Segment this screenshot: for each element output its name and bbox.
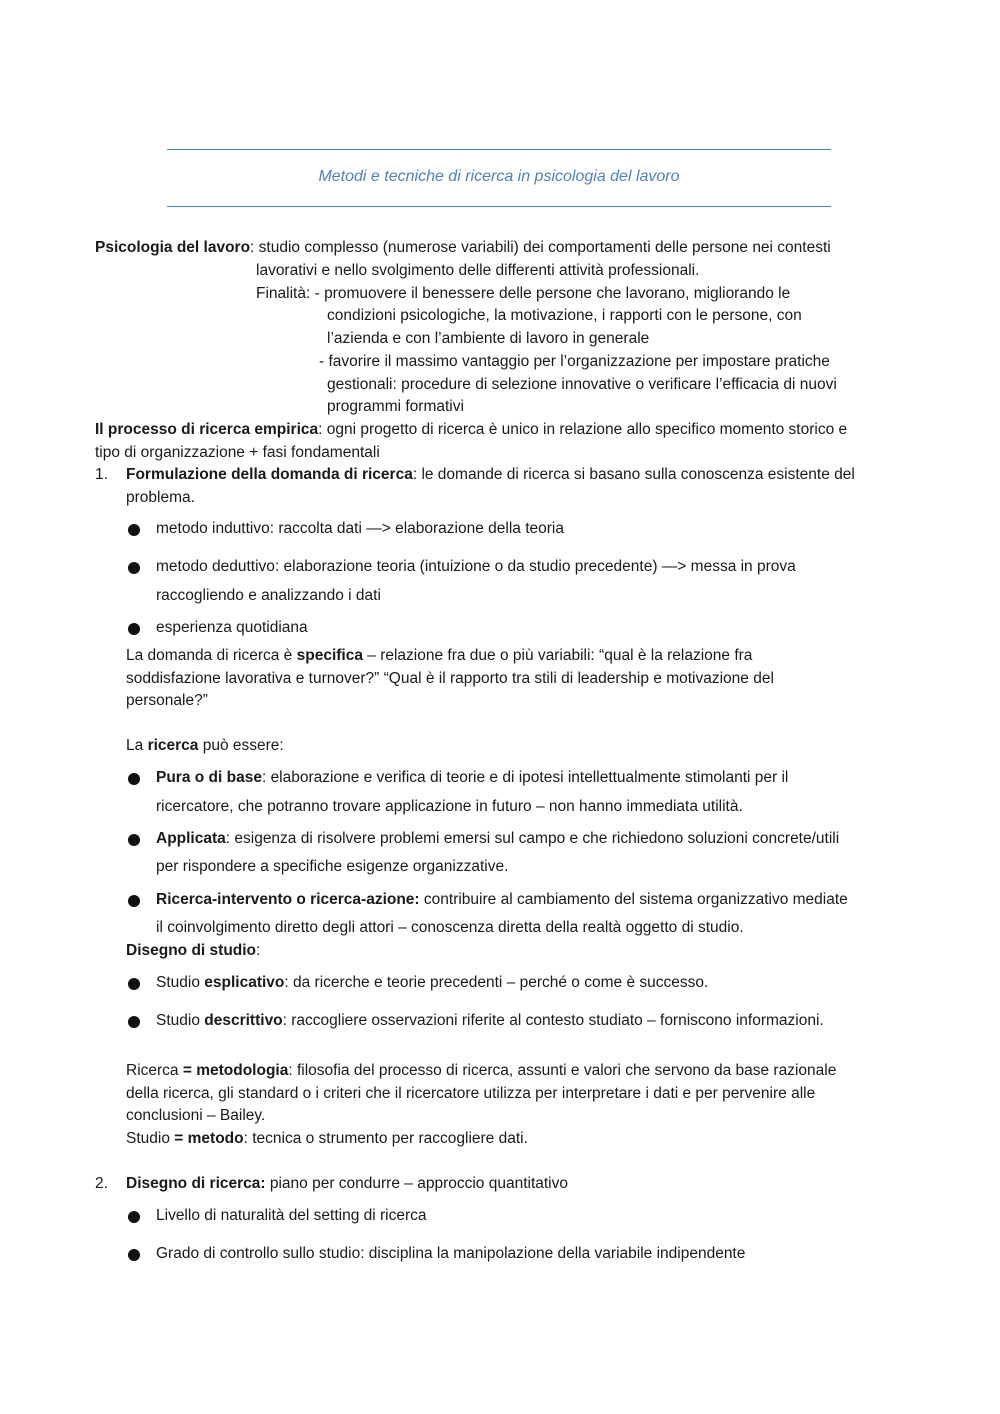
finalita-label: Finalità: - <box>256 285 320 302</box>
psicologia-def-2: lavorativi e nello svolgimento delle differenti attività professionali. <box>256 262 700 279</box>
processo-def-2: tipo di organizzazione + fasi fondamentali <box>95 444 380 461</box>
bullet-pura-line-1 <box>156 767 788 789</box>
finalita-b-2: gestionali: procedure di selezione innovative o verificare l’efficacia di nuovi <box>327 376 837 393</box>
descrittivo-bold: descrittivo <box>204 1012 283 1029</box>
descrittivo-post: : raccogliere osservazioni riferite al contesto studiato – forniscono informazioni. <box>282 1012 824 1029</box>
title-top-rule <box>167 149 831 150</box>
metodologia-pre: Ricerca <box>126 1062 183 1079</box>
title-bottom-rule <box>167 206 831 207</box>
applicata-def-1: : esigenza di risolvere problemi emersi sul campo e che richiedono soluzioni concrete/utili <box>225 830 840 847</box>
document-title: Metodi e tecniche di ricerca in psicologia del lavoro <box>318 168 680 185</box>
psicologia-def-1: : studio complesso (numerose variabili) dei comportamenti delle persone nei contesti <box>250 239 831 256</box>
step2-term: Disegno di ricerca: <box>126 1175 266 1192</box>
step1-term: Formulazione della domanda di ricerca <box>126 466 413 483</box>
psicologia-term: Psicologia del lavoro <box>95 239 251 256</box>
domanda-line-3: personale?” <box>126 692 208 709</box>
pura-def-2: ricercatore, che potranno trovare applicazione in futuro – non hanno immediata utilità. <box>156 798 743 815</box>
psicologia-line-1 <box>95 237 831 259</box>
metodo-post: : tecnica o strumento per raccogliere dati. <box>243 1130 528 1147</box>
bullet-deduttivo: metodo deduttivo: elaborazione teoria (intuizione o da studio precedente) —> messa in prova <box>156 558 796 575</box>
ricerca-bold: ricerca <box>147 737 199 754</box>
bullet-controllo: Grado di controllo sullo studio: disciplina la manipolazione della variabile indipendente <box>156 1245 746 1262</box>
applicata-def-2: per rispondere a specifiche esigenze organizzative. <box>156 858 509 875</box>
finalita-a-3: l’azienda e con l’ambiente di lavoro in generale <box>327 330 650 347</box>
bullet-icon <box>128 623 140 635</box>
bullet-esplicativo <box>156 972 708 994</box>
intervento-def-2: il coinvolgimento diretto degli attori – conoscenza diretta della realtà oggetto di studio. <box>156 919 744 936</box>
bullet-esperienza: esperienza quotidiana <box>156 619 308 636</box>
metodologia-bold: = metodologia <box>182 1062 289 1079</box>
domanda-bold: specifica <box>296 647 363 664</box>
bullet-applicata-line-1 <box>156 828 839 850</box>
ricerca-intro <box>126 735 284 757</box>
esplicativo-bold: esplicativo <box>204 974 285 991</box>
bullet-icon <box>128 773 140 785</box>
ricerca-post: può essere: <box>198 737 284 754</box>
processo-def-1: : ogni progetto di ricerca è unico in relazione allo specifico momento storico e <box>318 421 848 438</box>
disegno-studio-term: Disegno di studio <box>126 942 257 959</box>
domanda-post: – relazione fra due o più variabili: “qual è la relazione fra <box>362 647 753 664</box>
finalita-b-1-line <box>319 351 830 373</box>
bullet-icon <box>128 524 140 536</box>
esplicativo-post: : da ricerche e teorie precedenti – perché o come è successo. <box>284 974 709 991</box>
step2-number: 2. <box>95 1175 108 1192</box>
metodologia-def-1: : filosofia del processo di ricerca, assunti e valori che servono da base razionale <box>288 1062 837 1079</box>
bullet-icon <box>128 834 140 846</box>
finalita-b-1: favorire il massimo vantaggio per l’organizzazione per impostare pratiche <box>328 353 830 370</box>
applicata-term: Applicata <box>156 830 226 847</box>
domanda-line-1 <box>126 645 752 667</box>
step1-def-2: problema. <box>126 489 195 506</box>
step2-line <box>126 1173 568 1195</box>
intervento-term: Ricerca-intervento o ricerca-azione: <box>156 891 420 908</box>
descrittivo-pre: Studio <box>156 1012 205 1029</box>
bullet-descrittivo <box>156 1010 824 1032</box>
pura-def-1: : elaborazione e verifica di teorie e di ipotesi intellettualmente stimolanti per il <box>261 769 789 786</box>
bullet-deduttivo-cont: raccogliendo e analizzando i dati <box>156 587 381 604</box>
disegno-studio-colon: : <box>256 942 261 959</box>
finalita-b-3: programmi formativi <box>327 398 464 415</box>
domanda-line-2: soddisfazione lavorativa e turnover?” “Qual è il rapporto tra stili di leadership e motivazione del <box>126 670 774 687</box>
bullet-icon <box>128 895 140 907</box>
bullet-icon <box>128 1016 140 1028</box>
esplicativo-pre: Studio <box>156 974 205 991</box>
finalita-a-2: condizioni psicologiche, la motivazione, i rapporti con le persone, con <box>327 307 802 324</box>
bullet-intervento-line-1 <box>156 889 848 911</box>
finalita-b-dash: - <box>319 353 325 370</box>
metodologia-def-3: conclusioni – Bailey. <box>126 1107 266 1124</box>
step1-number: 1. <box>95 466 108 483</box>
bullet-induttivo: metodo induttivo: raccolta dati —> elaborazione della teoria <box>156 520 564 537</box>
domanda-pre: La domanda di ricerca è <box>126 647 297 664</box>
bullet-icon <box>128 562 140 574</box>
finalita-line-1 <box>256 283 790 305</box>
finalita-a-1: promuovere il benessere delle persone che lavorano, migliorando le <box>324 285 791 302</box>
ricerca-pre: La <box>126 737 148 754</box>
metodo-bold: = metodo <box>174 1130 244 1147</box>
bullet-icon <box>128 1211 140 1223</box>
bullet-icon <box>128 1249 140 1261</box>
processo-line-1 <box>95 419 847 441</box>
bullet-naturalita: Livello di naturalità del setting di ricerca <box>156 1207 427 1224</box>
metodo-pre: Studio <box>126 1130 175 1147</box>
bullet-icon <box>128 978 140 990</box>
processo-term: Il processo di ricerca empirica <box>95 421 319 438</box>
step1-def-1: : le domande di ricerca si basano sulla conoscenza esistente del <box>412 466 855 483</box>
step2-def: piano per condurre – approccio quantitativo <box>265 1175 568 1192</box>
metodo-line <box>126 1128 528 1150</box>
metodologia-def-2: della ricerca, gli standard o i criteri che il ricercatore utilizza per interpretare i dati e per pervenire alle <box>126 1085 816 1102</box>
disegno-studio-heading <box>126 940 260 962</box>
metodologia-line-1 <box>126 1060 836 1082</box>
step1-line-1 <box>126 464 855 486</box>
pura-term: Pura o di base <box>156 769 262 786</box>
intervento-def-1: contribuire al cambiamento del sistema organizzativo mediate <box>419 891 848 908</box>
